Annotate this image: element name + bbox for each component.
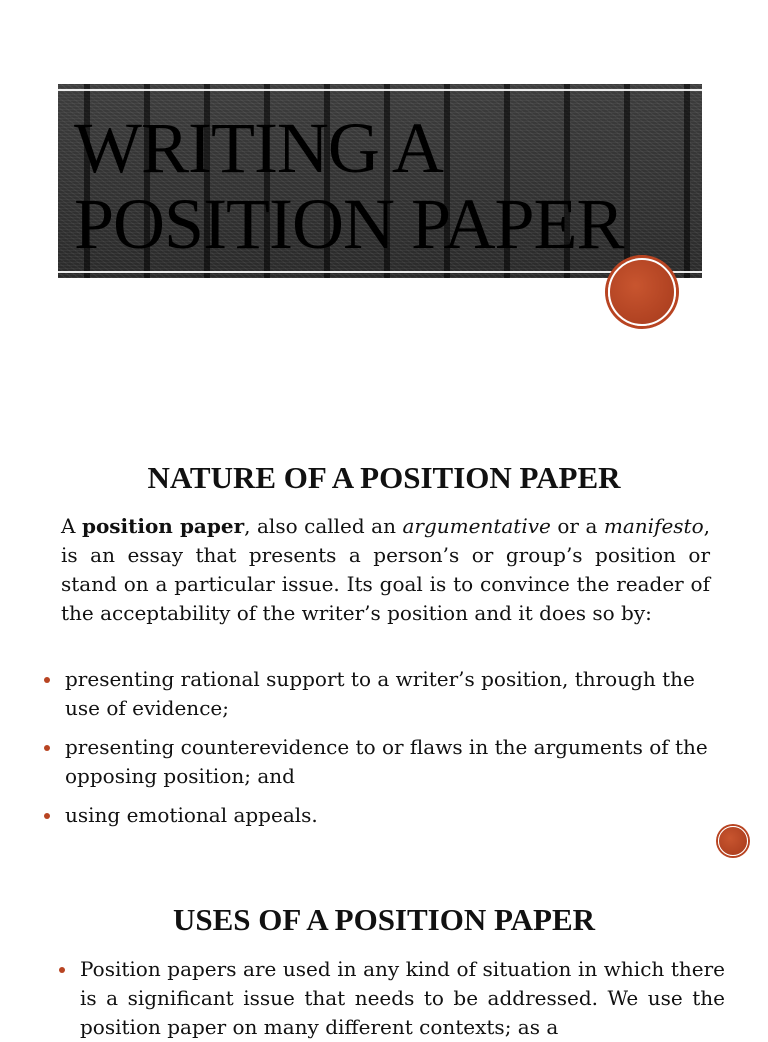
bullet-icon (44, 813, 50, 819)
list-item: presenting rational support to a writer’s position, through the use of evidence; (40, 665, 710, 723)
uses-heading: USES OF A POSITION PAPER (172, 902, 596, 937)
intro-text-1: A (61, 514, 82, 538)
banner-top-rule (58, 89, 702, 91)
intro-alt-term-1: argumentative (402, 514, 551, 538)
nature-heading: NATURE OF A POSITION PAPER (147, 460, 621, 495)
list-item: using emotional appeals. (40, 801, 710, 830)
bullet-icon (59, 967, 65, 973)
intro-text-3: or a (550, 514, 604, 538)
nature-intro-paragraph (61, 512, 710, 628)
uses-bullet-list (55, 955, 725, 1042)
list-item: Position papers are used in any kind of situation in which there is a significant issue that needs to be addressed. We use the position paper on many different contexts; as a (55, 955, 725, 1042)
nature-bullet-list (40, 665, 710, 830)
list-item: presenting counterevidence to or flaws in the arguments of the opposing position; and (40, 733, 710, 791)
title-banner (58, 84, 702, 278)
intro-alt-term-2: manifesto (603, 514, 704, 538)
intro-text-4: , is an essay that presents a person’s or group’s position or stand on a particular issue. Its goal is to convince the reader of the acceptability of the writer’s position and it does so by: (61, 514, 710, 625)
banner-bottom-rule (58, 271, 702, 273)
decorative-circle-icon (608, 258, 676, 326)
bullet-icon (44, 677, 50, 683)
intro-text-2: , also called an (244, 514, 403, 538)
bullet-icon (44, 745, 50, 751)
decorative-circle-icon (718, 826, 748, 856)
slide-title: WRITING A POSITION PAPER (74, 108, 624, 264)
intro-term: position paper (81, 514, 245, 538)
